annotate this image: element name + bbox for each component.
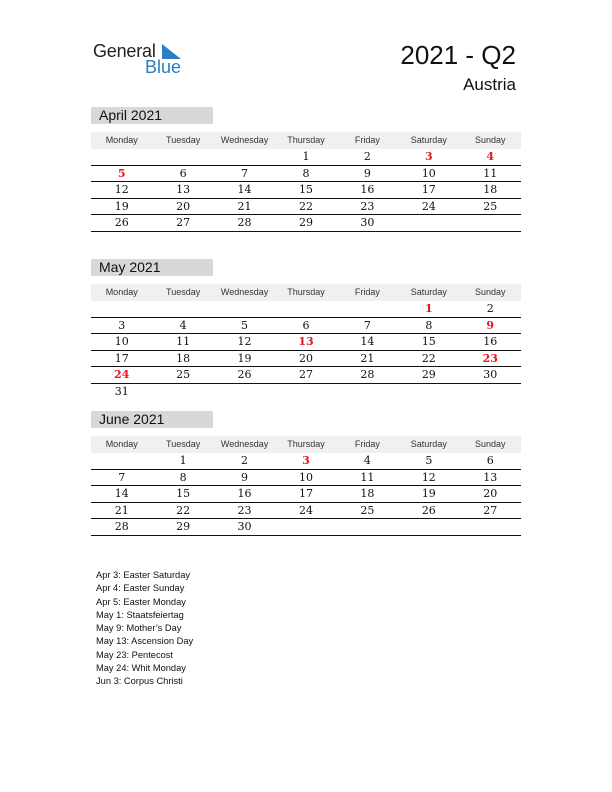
logo-text-blue: Blue bbox=[145, 57, 182, 77]
day-cell bbox=[275, 519, 336, 535]
weekday-header-row bbox=[91, 284, 521, 301]
day-cell: 7 bbox=[118, 470, 126, 484]
day-cell: 31 bbox=[114, 384, 129, 398]
day-cell: 13 bbox=[298, 335, 314, 349]
day-cell bbox=[214, 149, 275, 165]
day-cell: 29 bbox=[298, 216, 313, 230]
day-cell: 20 bbox=[176, 199, 191, 213]
weekday-label: Tuesday bbox=[166, 439, 201, 449]
day-cell: 15 bbox=[176, 487, 191, 501]
day-cell: 7 bbox=[241, 166, 249, 180]
holiday-item: May 13: Ascension Day bbox=[96, 636, 194, 647]
day-cell: 12 bbox=[114, 183, 129, 197]
day-cell: 30 bbox=[483, 368, 498, 382]
day-cell: 26 bbox=[237, 368, 252, 382]
day-cell: 10 bbox=[114, 335, 129, 349]
day-cell: 25 bbox=[176, 368, 191, 382]
day-cell: 29 bbox=[176, 520, 191, 534]
day-cell: 27 bbox=[483, 503, 498, 517]
weekday-label: Thursday bbox=[287, 287, 325, 297]
week-row bbox=[91, 384, 521, 401]
holiday-item: Jun 3: Corpus Christi bbox=[96, 676, 183, 687]
day-cell: 9 bbox=[363, 166, 371, 180]
day-cell: 10 bbox=[298, 470, 313, 484]
day-cell: 6 bbox=[179, 166, 187, 180]
week-row bbox=[91, 215, 521, 232]
week-row bbox=[91, 351, 521, 368]
day-cell: 1 bbox=[179, 454, 187, 467]
day-cell: 24 bbox=[298, 503, 313, 517]
holiday-item: Apr 3: Easter Saturday bbox=[96, 570, 191, 580]
day-cell: 28 bbox=[237, 216, 252, 230]
day-cell: 16 bbox=[360, 183, 375, 197]
day-cell bbox=[398, 384, 459, 401]
day-cell: 12 bbox=[237, 335, 252, 349]
day-cell bbox=[275, 301, 336, 317]
weekday-label: Sunday bbox=[474, 135, 506, 145]
weekday-label: Monday bbox=[105, 287, 138, 297]
day-cell: 30 bbox=[237, 520, 252, 534]
day-cell: 26 bbox=[421, 503, 436, 517]
day-cell: 28 bbox=[360, 368, 375, 382]
day-cell: 13 bbox=[483, 470, 498, 484]
month-title: June 2021 bbox=[91, 411, 213, 428]
day-cell: 4 bbox=[179, 318, 187, 332]
day-cell bbox=[337, 301, 398, 317]
week-row bbox=[91, 334, 521, 351]
day-cell: 2 bbox=[241, 454, 249, 467]
day-cell: 8 bbox=[425, 318, 433, 332]
month-may bbox=[91, 259, 521, 401]
day-cell: 5 bbox=[425, 454, 433, 467]
day-cell: 6 bbox=[486, 454, 494, 467]
holiday-item: May 23: Pentecost bbox=[96, 649, 173, 660]
weekday-label: Wednesday bbox=[220, 287, 269, 297]
week-row bbox=[91, 149, 521, 166]
weekday-label: Tuesday bbox=[166, 287, 201, 297]
day-cell: 14 bbox=[114, 487, 129, 501]
day-cell: 8 bbox=[302, 166, 310, 180]
day-cell: 21 bbox=[114, 503, 129, 517]
day-cell: 3 bbox=[302, 454, 310, 467]
day-cell: 3 bbox=[424, 150, 433, 163]
day-cell: 15 bbox=[298, 183, 313, 197]
day-cell: 29 bbox=[421, 368, 436, 382]
weekday-label: Friday bbox=[354, 439, 380, 449]
day-cell: 23 bbox=[237, 503, 252, 517]
day-cell: 18 bbox=[176, 351, 191, 365]
generalblue-logo bbox=[93, 41, 193, 81]
day-cell: 25 bbox=[360, 503, 375, 517]
day-cell bbox=[214, 301, 275, 317]
day-cell: 18 bbox=[483, 183, 498, 197]
week-row bbox=[91, 486, 521, 503]
day-cell: 10 bbox=[421, 166, 436, 180]
day-cell bbox=[398, 215, 459, 231]
day-cell: 21 bbox=[237, 199, 252, 213]
day-cell: 11 bbox=[360, 470, 375, 484]
day-cell: 14 bbox=[360, 335, 375, 349]
weekday-label: Wednesday bbox=[220, 135, 269, 145]
day-cell bbox=[152, 149, 213, 165]
day-cell: 19 bbox=[237, 351, 252, 365]
day-cell: 30 bbox=[360, 216, 375, 230]
day-cell: 21 bbox=[360, 351, 375, 365]
weekday-label: Friday bbox=[354, 287, 380, 297]
day-cell bbox=[152, 301, 213, 317]
month-title: April 2021 bbox=[91, 107, 213, 124]
country-label: Austria bbox=[463, 75, 516, 94]
weekday-label: Sunday bbox=[474, 439, 506, 449]
day-cell: 24 bbox=[114, 368, 130, 382]
day-cell bbox=[460, 384, 521, 401]
day-cell bbox=[275, 384, 336, 401]
day-cell: 1 bbox=[302, 150, 310, 163]
month-april bbox=[91, 107, 521, 232]
day-cell: 9 bbox=[241, 470, 249, 484]
day-cell bbox=[152, 384, 213, 401]
day-cell: 17 bbox=[114, 351, 129, 365]
day-cell: 9 bbox=[486, 318, 495, 332]
week-row bbox=[91, 199, 521, 216]
day-cell bbox=[337, 384, 398, 401]
day-cell: 1 bbox=[424, 302, 433, 315]
holiday-item: May 1: Staatsfeiertag bbox=[96, 609, 184, 620]
day-cell bbox=[398, 519, 459, 535]
month-june bbox=[91, 411, 521, 536]
page-title: 2021 - Q2 bbox=[400, 40, 516, 70]
day-cell: 27 bbox=[298, 368, 313, 382]
weekday-label: Thursday bbox=[287, 439, 325, 449]
day-cell: 23 bbox=[482, 351, 498, 365]
day-cell: 6 bbox=[302, 318, 310, 332]
week-row bbox=[91, 519, 521, 536]
day-cell bbox=[460, 519, 521, 535]
day-cell: 4 bbox=[486, 150, 495, 163]
day-cell: 11 bbox=[483, 166, 498, 180]
day-cell: 24 bbox=[421, 199, 436, 213]
day-cell: 19 bbox=[421, 487, 436, 501]
day-cell: 20 bbox=[483, 487, 498, 501]
day-cell bbox=[91, 149, 152, 165]
day-cell: 27 bbox=[176, 216, 191, 230]
day-cell: 17 bbox=[298, 487, 313, 501]
weekday-label: Monday bbox=[105, 135, 138, 145]
day-cell: 15 bbox=[421, 335, 436, 349]
day-cell: 4 bbox=[363, 454, 371, 467]
week-row bbox=[91, 318, 521, 335]
day-cell: 16 bbox=[237, 487, 252, 501]
day-cell: 13 bbox=[176, 183, 191, 197]
day-cell bbox=[214, 384, 275, 401]
day-cell: 8 bbox=[179, 470, 187, 484]
day-cell: 16 bbox=[483, 335, 498, 349]
day-cell bbox=[460, 215, 521, 231]
weekday-label: Wednesday bbox=[220, 439, 269, 449]
month-title: May 2021 bbox=[91, 259, 213, 276]
day-cell: 18 bbox=[360, 487, 375, 501]
day-cell: 22 bbox=[298, 199, 313, 213]
day-cell: 7 bbox=[363, 318, 371, 332]
day-cell bbox=[337, 519, 398, 535]
logo-text-general: General bbox=[93, 41, 156, 61]
day-cell: 28 bbox=[114, 520, 129, 534]
weekday-header-row bbox=[91, 436, 521, 453]
day-cell: 22 bbox=[421, 351, 436, 365]
day-cell: 12 bbox=[421, 470, 436, 484]
holiday-item: May 24: Whit Monday bbox=[96, 663, 186, 674]
holiday-item: Apr 4: Easter Sunday bbox=[96, 583, 185, 594]
day-cell: 11 bbox=[176, 335, 191, 349]
day-cell: 20 bbox=[298, 351, 313, 365]
day-cell: 2 bbox=[363, 150, 371, 163]
holiday-item: Apr 5: Easter Monday bbox=[96, 596, 186, 607]
day-cell: 2 bbox=[486, 302, 494, 315]
week-row bbox=[91, 503, 521, 520]
day-cell: 26 bbox=[114, 216, 129, 230]
week-row bbox=[91, 367, 521, 384]
holiday-item: May 9: Mother’s Day bbox=[96, 623, 182, 634]
holiday-list bbox=[96, 569, 193, 689]
weekday-label: Saturday bbox=[410, 439, 447, 449]
day-cell: 3 bbox=[118, 318, 126, 332]
weekday-label: Saturday bbox=[410, 287, 447, 297]
day-cell bbox=[91, 301, 152, 317]
weekday-header-row bbox=[91, 132, 521, 149]
day-cell: 17 bbox=[421, 183, 436, 197]
week-row bbox=[91, 470, 521, 487]
weekday-label: Monday bbox=[105, 439, 138, 449]
day-cell: 22 bbox=[176, 503, 191, 517]
day-cell: 23 bbox=[360, 199, 375, 213]
week-row bbox=[91, 182, 521, 199]
day-cell: 5 bbox=[117, 166, 126, 180]
weekday-label: Friday bbox=[354, 135, 380, 145]
weekday-label: Sunday bbox=[474, 287, 506, 297]
weekday-label: Thursday bbox=[287, 135, 325, 145]
weekday-label: Saturday bbox=[410, 135, 447, 145]
day-cell: 14 bbox=[237, 183, 252, 197]
weekday-label: Tuesday bbox=[166, 135, 201, 145]
week-row bbox=[91, 301, 521, 318]
day-cell: 5 bbox=[241, 318, 249, 332]
week-row bbox=[91, 166, 521, 183]
day-cell: 25 bbox=[483, 199, 498, 213]
week-row bbox=[91, 453, 521, 470]
day-cell bbox=[91, 453, 152, 469]
day-cell: 19 bbox=[114, 199, 129, 213]
